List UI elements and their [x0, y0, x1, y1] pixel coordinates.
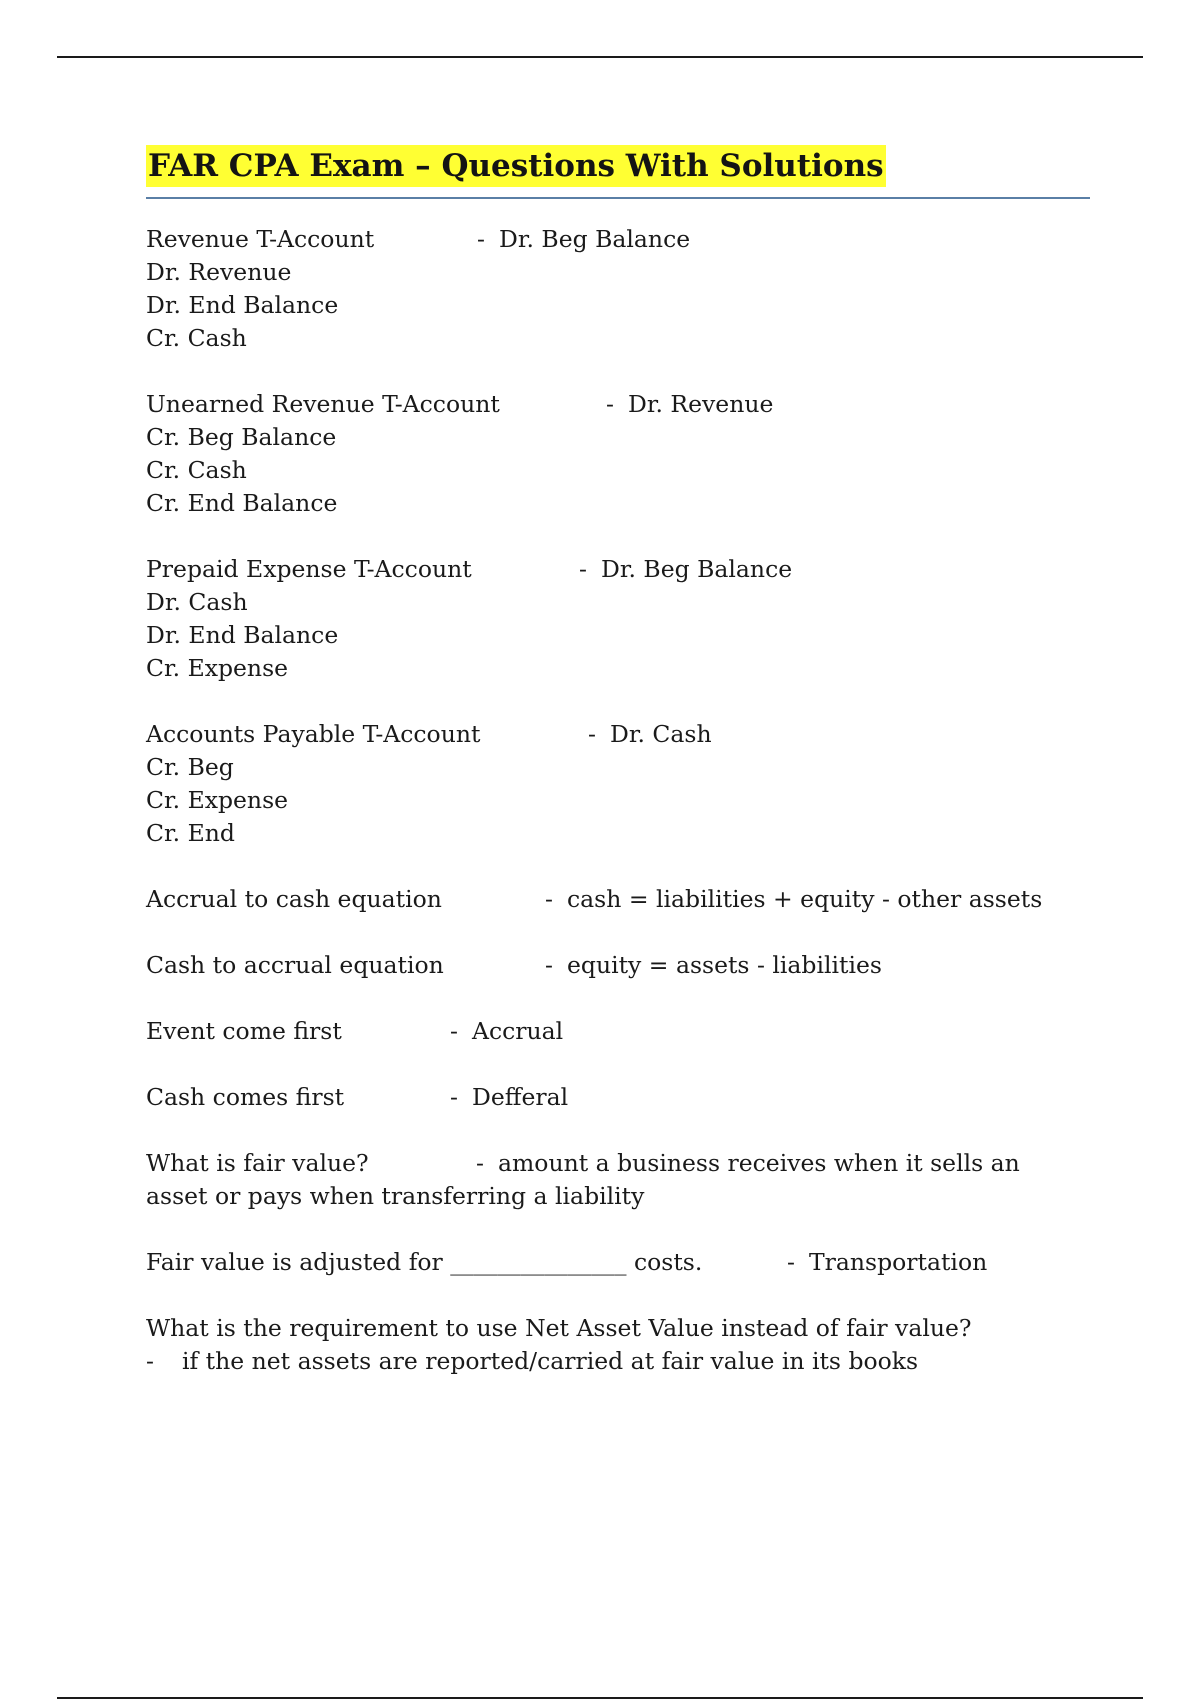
card-answer: equity = assets - liabilities — [567, 951, 882, 979]
card-answer-continuation: asset or pays when transferring a liability — [146, 1182, 645, 1210]
flashcard — [146, 1015, 1090, 1048]
card-dash: - — [476, 1149, 484, 1177]
flashcard — [146, 883, 1090, 916]
top-border-line — [57, 56, 1143, 58]
card-question: Unearned Revenue T-Account — [146, 390, 500, 418]
card-dash: - — [450, 1083, 458, 1111]
card-question: What is fair value? — [146, 1149, 369, 1177]
flashcard — [146, 388, 1090, 520]
flashcard — [146, 223, 1090, 355]
card-answer: Dr. Beg Balance — [499, 225, 691, 253]
card-answer-line: Cr. Beg — [146, 753, 234, 781]
card-answer: if the net assets are reported/carried at fair value in its books — [182, 1347, 919, 1375]
flashcard — [146, 949, 1090, 982]
card-answer: cash = liabilities + equity - other assets — [567, 885, 1043, 913]
document-title: FAR CPA Exam – Questions With Solutions — [146, 145, 886, 187]
card-answer-line: Cr. Expense — [146, 786, 289, 814]
card-answer-line: Cr. Expense — [146, 654, 289, 682]
card-dash: - — [146, 1347, 154, 1375]
card-question: Revenue T-Account — [146, 225, 375, 253]
card-question: Prepaid Expense T-Account — [146, 555, 472, 583]
card-question: Accounts Payable T-Account — [146, 720, 481, 748]
card-dash: - — [545, 885, 553, 913]
card-answer-line: Cr. Beg Balance — [146, 423, 337, 451]
card-question: Cash comes first — [146, 1083, 345, 1111]
card-answer: Accrual — [472, 1017, 564, 1045]
card-answer-line: Cr. End Balance — [146, 489, 338, 517]
card-dash: - — [787, 1248, 795, 1276]
card-dash: - — [588, 720, 596, 748]
card-answer: Dr. Beg Balance — [601, 555, 793, 583]
card-answer-line: Dr. End Balance — [146, 621, 339, 649]
card-question: Cash to accrual equation — [146, 951, 444, 979]
card-answer: Dr. Cash — [610, 720, 712, 748]
card-question: Fair value is adjusted for _______________ costs. — [146, 1248, 703, 1276]
card-question: Event come first — [146, 1017, 342, 1045]
card-answer-line: Cr. Cash — [146, 324, 247, 352]
card-answer-line: Dr. Cash — [146, 588, 248, 616]
title-block — [146, 145, 1090, 199]
card-answer: Defferal — [472, 1083, 569, 1111]
card-answer: amount a business receives when it sells an — [498, 1149, 1020, 1177]
card-answer: Dr. Revenue — [628, 390, 774, 418]
card-answer-line: Cr. End — [146, 819, 235, 847]
card-answer-line: Dr. End Balance — [146, 291, 339, 319]
flashcard — [146, 1246, 1090, 1279]
card-dash: - — [579, 555, 587, 583]
bottom-border-line — [57, 1697, 1143, 1699]
card-dash: - — [450, 1017, 458, 1045]
card-question: What is the requirement to use Net Asset Value instead of fair value? — [146, 1314, 972, 1342]
card-answer-line: Dr. Revenue — [146, 258, 292, 286]
flashcard — [146, 1147, 1090, 1213]
flashcard — [146, 1081, 1090, 1114]
card-answer: Transportation — [809, 1248, 988, 1276]
card-question: Accrual to cash equation — [146, 885, 442, 913]
card-dash: - — [545, 951, 553, 979]
flashcard — [146, 1312, 1090, 1378]
document-body — [146, 145, 1090, 1411]
card-dash: - — [477, 225, 485, 253]
card-dash: - — [606, 390, 614, 418]
card-answer-line: Cr. Cash — [146, 456, 247, 484]
flashcard — [146, 718, 1090, 850]
flashcard — [146, 553, 1090, 685]
